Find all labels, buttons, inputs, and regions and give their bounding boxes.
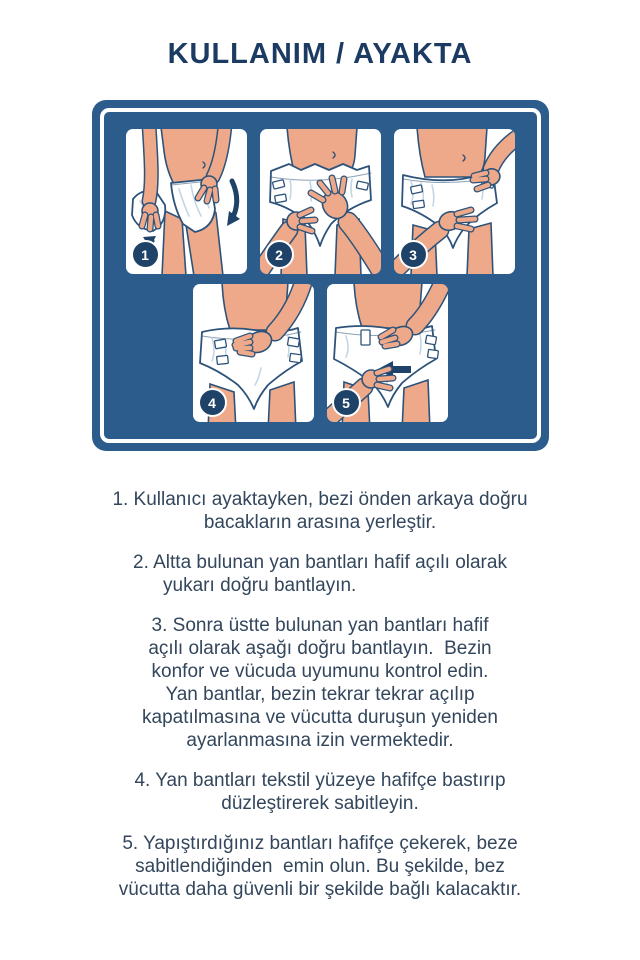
instruction-item-4: [0, 769, 640, 815]
steps-panel: [92, 100, 549, 451]
instruction-item-1: [0, 488, 640, 534]
instruction-line: vücutta daha güvenli bir şekilde bağlı kalacaktır.: [118, 879, 522, 900]
instruction-line: 4. Yan bantları tekstil yüzeye hafifçe bastırıp: [134, 770, 506, 791]
steps-row-top: [126, 129, 515, 274]
instruction-item-3: [0, 614, 640, 752]
step-number-badge: 3: [399, 240, 428, 269]
instruction-item-5: [0, 832, 640, 901]
instruction-line: yukarı doğru bantlayın.: [163, 575, 357, 596]
instruction-line: düzleştirerek sabitleyin.: [221, 793, 419, 814]
page-title: KULLANIM / AYAKTA: [167, 38, 473, 70]
instruction-line: konfor ve vücuda uyumunu kontrol edin.: [151, 661, 489, 682]
instruction-line: sabitlendiğinden emin olun. Bu şekilde, bez: [135, 856, 505, 877]
step-number-badge: 2: [265, 240, 294, 269]
step-card-1: [126, 129, 247, 274]
instruction-line: bacakların arasına yerleştir.: [203, 512, 437, 533]
instruction-line: 2. Altta bulunan yan bantları hafif açılı olarak: [133, 552, 507, 573]
instruction-line: 1. Kullanıcı ayaktayken, bezi önden arkaya doğru: [112, 489, 528, 510]
step-card-5: [327, 284, 448, 422]
steps-row-bottom: [193, 284, 448, 422]
step-card-3: [394, 129, 515, 274]
instruction-line: açılı olarak aşağı doğru bantlayın. Bezin: [148, 638, 492, 659]
step-number-badge: 4: [198, 388, 227, 417]
instruction-line: kapatılmasına ve vücutta duruşun yeniden: [142, 707, 498, 728]
instruction-line: Yan bantlar, bezin tekrar tekrar açılıp: [165, 684, 475, 705]
instruction-line: 3. Sonra üstte bulunan yan bantları hafif: [151, 615, 489, 636]
instruction-line: 5. Yapıştırdığınız bantları hafifçe çekerek, beze: [122, 833, 518, 854]
instructions-list: [0, 488, 640, 901]
instruction-line: ayarlanmasına izin vermektedir.: [186, 730, 454, 751]
step-card-4: [193, 284, 314, 422]
step-card-2: [260, 129, 381, 274]
step-number-badge: 1: [131, 240, 160, 269]
instruction-item-2: [133, 551, 507, 597]
step-number-badge: 5: [332, 388, 361, 417]
